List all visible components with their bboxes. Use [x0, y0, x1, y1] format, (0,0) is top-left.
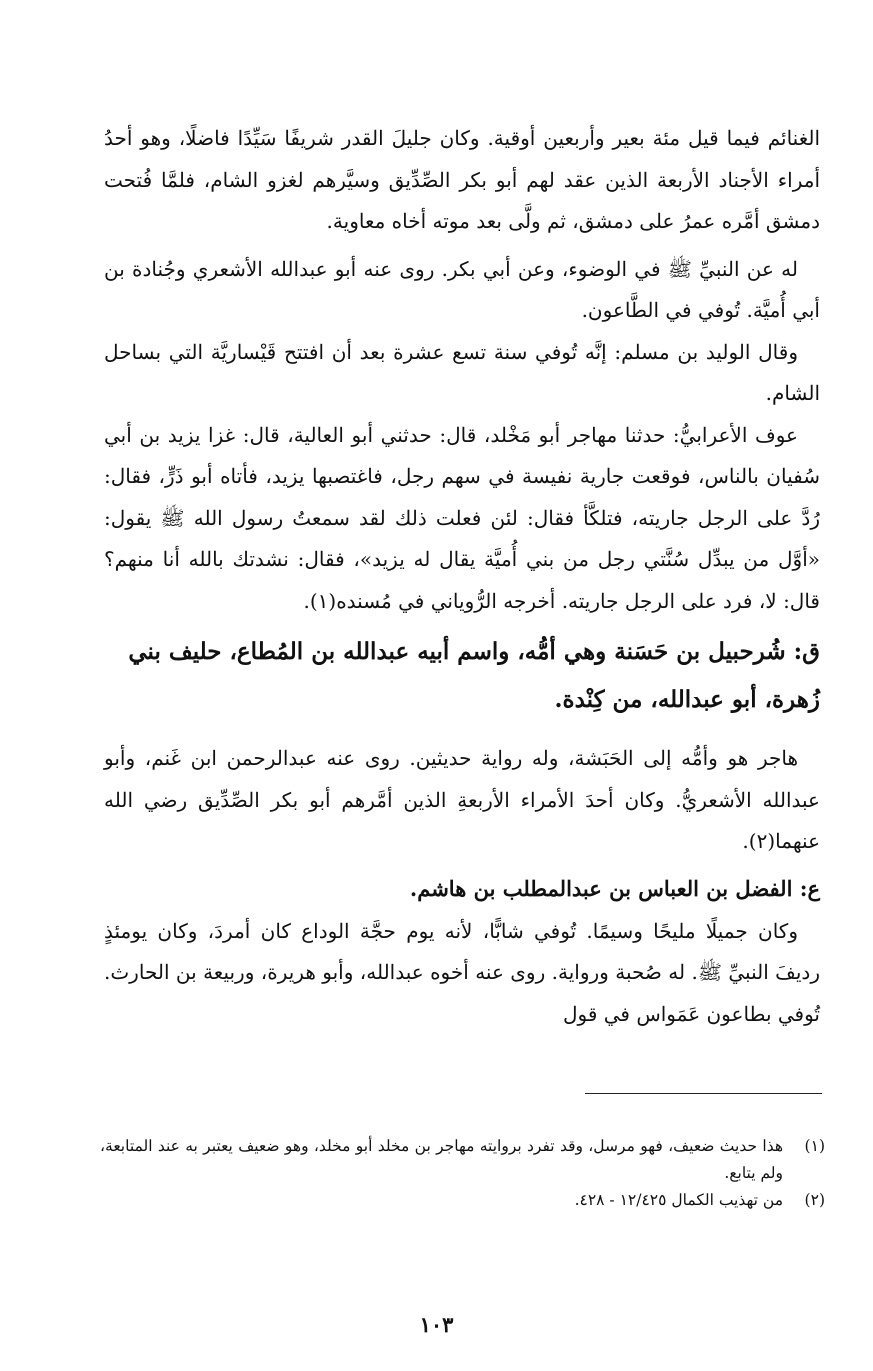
- entry-heading-fadl: ع: الفضل بن العباس بن عبدالمطلب بن هاشم.: [409, 875, 820, 901]
- footnote-number: (٢): [804, 1191, 825, 1209]
- footnote-item: [100, 1133, 825, 1187]
- page-number: ١٠٣: [419, 1312, 454, 1337]
- paragraph-fadl: وكان جميلًا مليحًا وسيمًا. تُوفي شابًّا، لأنه يوم حجَّة الوداع كان أمردَ، وكان يومئذٍ رديفَ النبيِّ ﷺ. له صُحبة ورواية. روى عنه أخوه عبدالله، وأبو هريرة، وربيعة بن الحارث. تُوفي بطاعون عَمَواس في قول: [104, 918, 820, 1026]
- hadith-text: عوف الأعرابيُّ: حدثنا مهاجر أبو مَخْلد، قال: حدثني أبو العالية، قال: غزا يزيد بن أبي سُفيان بالناس، فوقعت جارية نفيسة في سهم رجل، فاغتصبها يزيد، فأتاه أبو ذَرٍّ، فقال: رُدَّ على الرجل جاريته، فتلكَّأ فقال: لئن فعلت ذلك لقد سمعتُ رسول الله ﷺ يقول: «أوَّل من يبدِّل سُنَّتي رجل من بني أُميَّة يقال له يزيد»، فقال: نشدتك بالله أنا منهم؟ قال: لا، فرد على الرجل جاريته. أخرجه الرُّوياني في مُسنده: [104, 422, 820, 613]
- footnote-item: [100, 1187, 825, 1214]
- footnote-marker: (٢): [748, 829, 776, 853]
- footnote-text: هذا حديث ضعيف، فهو مرسل، وقد تفرد بروايته مهاجر بن مخلد أبو مخلد، وهو ضعيف يعتبر به عند المتابعة، ولم يتابع.: [100, 1137, 783, 1182]
- footnote-number: (١): [804, 1137, 825, 1155]
- footnote-text: من تهذيب الكمال ١٢/٤٢٥ - ٤٢٨.: [574, 1191, 783, 1209]
- sentence-end: .: [303, 588, 310, 613]
- sentence-end: .: [742, 829, 749, 853]
- entry-heading-shurahbil: ق: شُرحبيل بن حَسَنة وهي أمُّه، واسم أبيه عبدالله بن المُطاع، حليف بني زُهرة، أبو عبدالله، من كِنْدة.: [128, 638, 820, 713]
- paragraph-shurahbil: [104, 738, 820, 863]
- shurahbil-text: هاجر هو وأمُّه إلى الحَبَشة، وله رواية حديثين. روى عنه عبدالرحمن ابن غَنم، وأبو عبدالله الأشعريُّ. وكان أحدَ الأمراء الأربعةِ الذين أمَّرهم أبو بكر الصِّدِّيق رضي الله عنهما: [104, 746, 820, 853]
- paragraph-narration: له عن النبيِّ ﷺ في الوضوء، وعن أبي بكر. روى عنه أبو عبدالله الأشعري وجُنادة بن أبي أُميَّة. تُوفي في الطَّاعون.: [104, 256, 820, 322]
- footnote-marker: (١): [309, 588, 337, 613]
- footnote-divider: [585, 1093, 822, 1094]
- paragraph-continuation: الغنائم فيما قيل مئة بعير وأربعين أوقية. وكان جليلَ القدر شريفًا سَيِّدًا فاضلًا، وهو أحدُ أمراء الأجناد الأربعة الذين عقد لهم أبو بكر الصِّدِّيق وسيَّرهم لغزو الشام، فلمَّا فُتحت دمشق أمَّره عمرُ على دمشق، ثم ولَّى بعد موته أخاه معاوية.: [104, 126, 820, 233]
- paragraph-death-date: وقال الوليد بن مسلم: إنَّه تُوفي سنة تسع عشرة بعد أن افتتح قَيْساريَّة التي بساحل الشام.: [104, 339, 820, 405]
- main-text: [104, 118, 820, 1035]
- paragraph-hadith: [104, 415, 820, 623]
- footnotes: [100, 1133, 825, 1214]
